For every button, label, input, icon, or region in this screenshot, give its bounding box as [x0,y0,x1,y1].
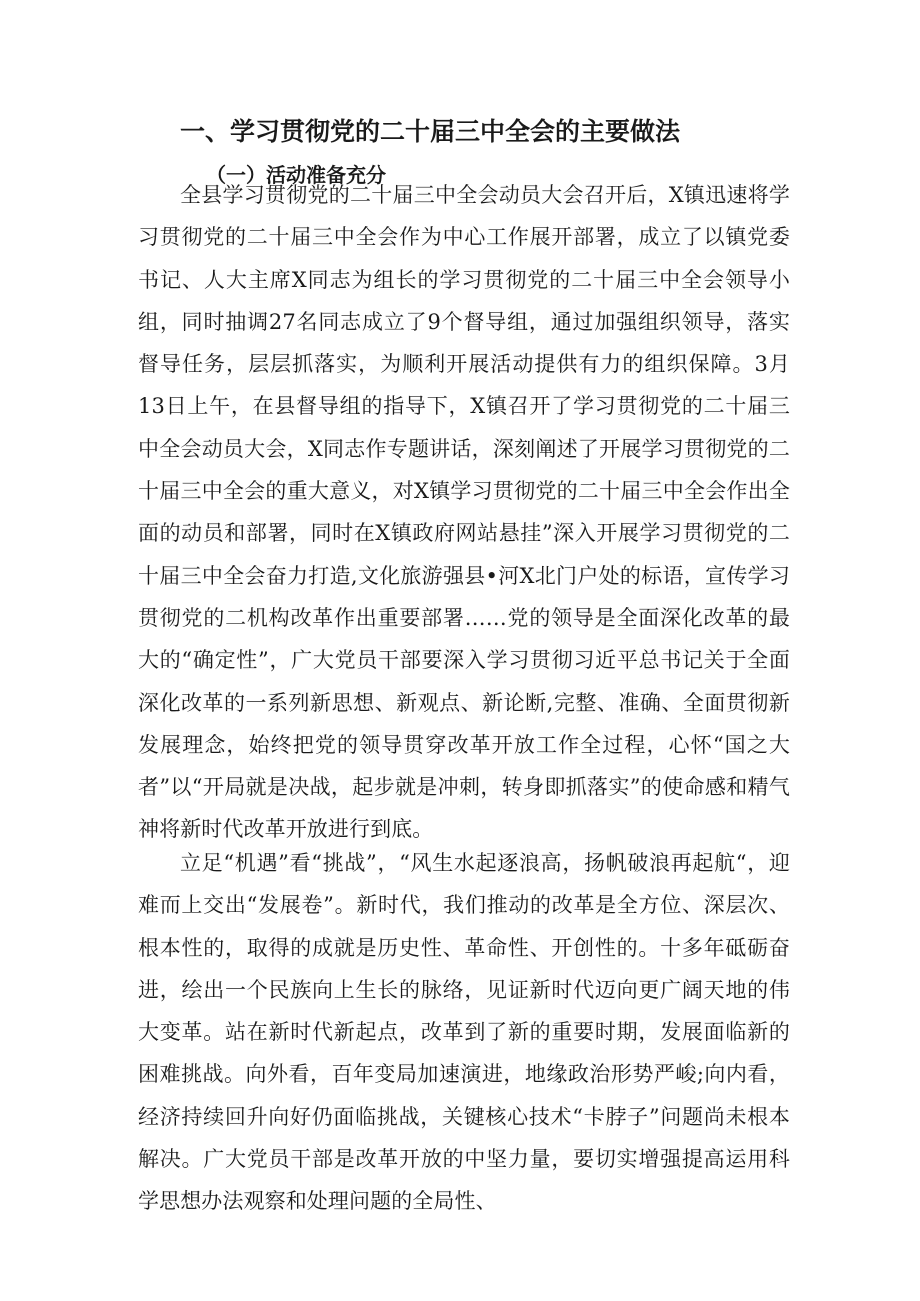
body-paragraph-1: 全县学习贯彻党的二十届三中全会动员大会召开后，X镇迅速将学习贯彻党的二十届三中全会作为中心工作展开部署，成立了以镇党委书记、人大主席X同志为组长的学习贯彻党的二十届三中全会领导小组，同时抽调27名同志成立了9个督导组，通过加强组织领导，落实督导任务，层层抓落实，为顺利开展活动提供有力的组织保障。3月13日上午，在县督导组的指导下，X镇召开了学习贯彻党的二十届三中全会动员大会，X同志作专题讲话，深刻阐述了开展学习贯彻党的二十届三中全会的重大意义，对X镇学习贯彻党的二十届三中全会作出全面的动员和部署，同时在X镇政府网站悬挂”深入开展学习贯彻党的二十届三中全会奋力打造,文化旅游强县•河X北门户处的标语，宣传学习贯彻党的二机构改革作出重要部署……党的领导是全面深化改革的最大的“确定性”，广大党员干部要深入学习贯彻习近平总书记关于全面深化改革的一系列新思想、新观点、新论断,完整、准确、全面贯彻新发展理念，始终把党的领导贯穿改革开放工作全过程，心怀“国之大者”以“开局就是决战，起步就是冲刺，转身即抓落实”的使命感和精气神将新时代改革开放进行到底。 [138,183,790,842]
body-paragraph-2: 立足“机遇”看“挑战”，“风生水起逐浪高，扬帆破浪再起航“，迎难而上交出“发展卷”。新时代，我们推动的改革是全方位、深层次、根本性的，取得的成就是历史性、革命性、开创性的。十多年砥砺奋进，绘出一个民族向上生长的脉络，见证新时代迈向更广阔天地的伟大变革。站在新时代新起点，改革到了新的重要时期，发展面临新的困难挑战。向外看，百年变局加速演进，地缘政治形势严峻;向内看，经济持续回升向好仍面临挑战，关键核心技术“卡脖子”问题尚未根本解决。广大党员干部是改革开放的中坚力量，要切实增强提高运用科学思想办法观察和处理问题的全局性、 [138,851,790,1214]
section-heading: 一、学习贯彻党的二十届三中全会的主要做法 [180,117,681,146]
subsection-heading: （一）活动准备充分 [206,163,386,187]
